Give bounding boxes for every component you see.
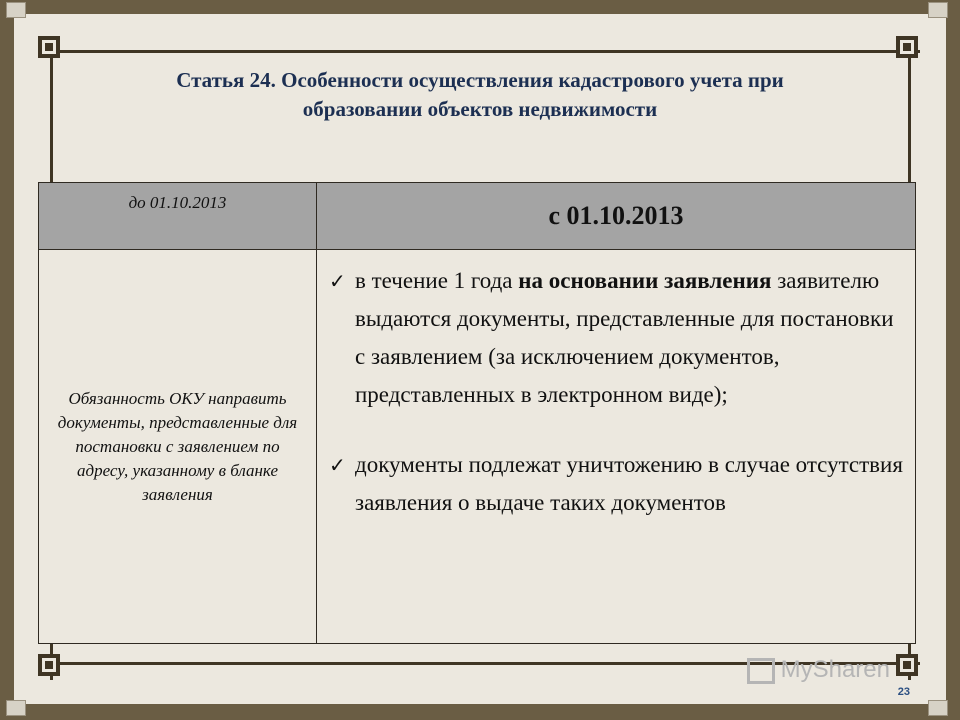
left-body-cell: Обязанность ОКУ направить документы, представленные для постановки с заявлением по адресу, указанному в бланке заявления xyxy=(39,250,317,644)
comparison-table xyxy=(38,182,916,644)
title-line-1: Статья 24. Особенности осуществления кадастрового учета при xyxy=(176,68,784,92)
watermark-text: MySharen xyxy=(780,656,890,683)
item1-text-post: заявителю выдаются документы, представленные для постановки с заявлением (за исключением документов, представленных в электронном виде); xyxy=(355,268,894,407)
title-line-2: образовании объектов недвижимости xyxy=(302,97,658,121)
checkmark-icon: ✓ xyxy=(329,453,346,477)
watermark xyxy=(747,656,890,684)
edge-square-icon xyxy=(6,2,26,18)
page-number: 23 xyxy=(897,686,910,698)
item1-text-pre: в течение 1 года xyxy=(355,268,519,293)
edge-square-icon xyxy=(928,2,948,18)
right-body-cell xyxy=(317,250,916,644)
slide-title xyxy=(60,66,900,124)
edge-square-icon xyxy=(6,700,26,716)
corner-square-icon xyxy=(38,36,60,58)
item2-text: документы подлежат уничтожению в случае отсутствия заявления о выдаче таких документов xyxy=(355,452,903,515)
header-right-cell: с 01.10.2013 xyxy=(317,183,916,250)
presentation-icon xyxy=(747,658,775,684)
header-left-cell: до 01.10.2013 xyxy=(39,183,317,250)
list-item xyxy=(329,446,905,522)
frame-line-top xyxy=(38,50,920,53)
corner-square-icon xyxy=(896,36,918,58)
table-body-row xyxy=(39,250,916,644)
table-header-row xyxy=(39,183,916,250)
edge-square-icon xyxy=(928,700,948,716)
list-item xyxy=(329,262,905,414)
checkmark-icon: ✓ xyxy=(329,269,346,293)
corner-square-icon xyxy=(38,654,60,676)
item1-text-bold: на основании заявления xyxy=(518,268,772,293)
corner-square-icon xyxy=(896,654,918,676)
